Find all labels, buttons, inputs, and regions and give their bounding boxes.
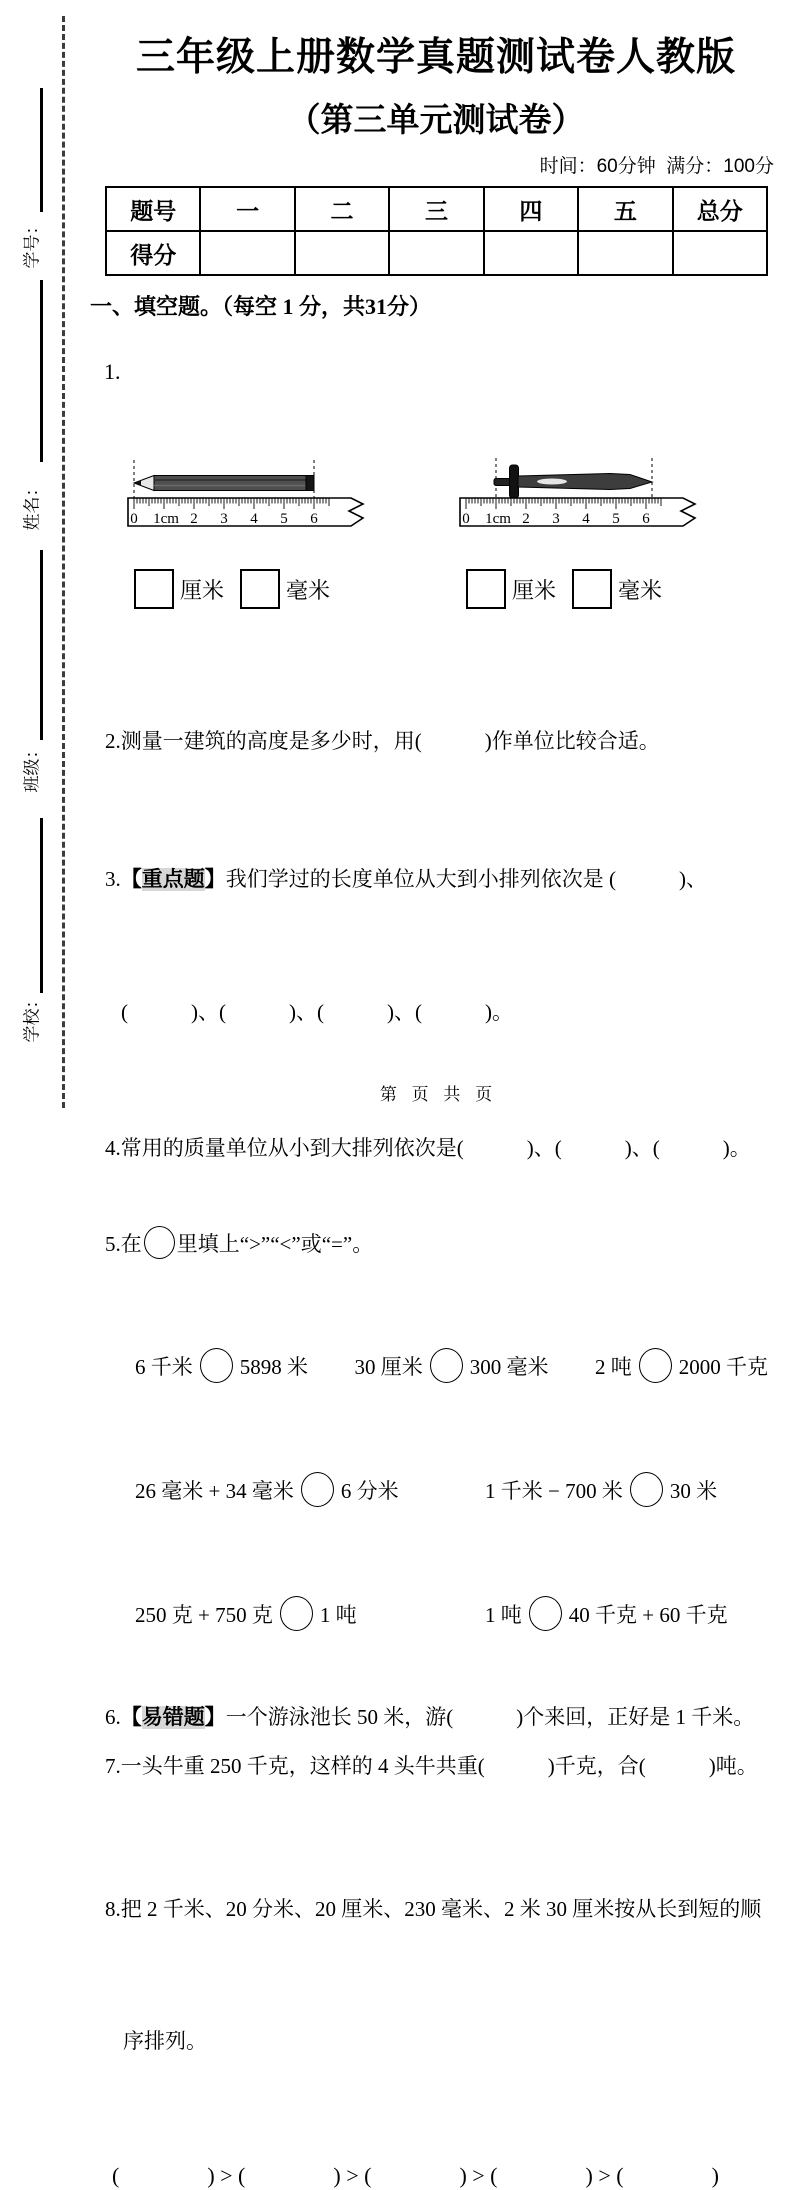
score-table-header-row [106, 187, 767, 231]
question-5 [105, 1176, 782, 1681]
question-6-number: 6. [105, 1705, 121, 1729]
ruler-tick-label: 6 [310, 511, 318, 527]
question-3-text: 我们学过的长度单位从大到小排列依次是 ( )、 [225, 867, 707, 891]
comparison-circle[interactable] [301, 1472, 334, 1507]
comparison-left: 6 千米 [135, 1354, 193, 1379]
score-table-header-cell: 题号 [106, 187, 200, 231]
question-5-lead-post: 里填上“>”“<”或“=”。 [176, 1231, 374, 1256]
comparison-circle[interactable] [630, 1472, 663, 1507]
comparison-row [135, 1596, 782, 1631]
comparison-left: 30 厘米 [354, 1354, 423, 1379]
score-input-cell[interactable] [484, 231, 578, 275]
question-6-text: 一个游泳池长 50 米，游( )个来回，正好是 1 千米。 [225, 1705, 755, 1729]
score-input-cell[interactable] [389, 231, 483, 275]
ruler-icon [460, 498, 695, 527]
write-line[interactable] [40, 88, 43, 212]
comparison-circle[interactable] [529, 1596, 562, 1631]
question-3-line1 [105, 857, 782, 902]
question-1 [90, 329, 782, 709]
pencil-ruler-drawing [120, 454, 420, 534]
ruler-tick-label: 3 [220, 511, 228, 527]
ruler-icon [128, 498, 363, 527]
score-row-label: 得分 [106, 231, 200, 275]
comparison-circle[interactable] [430, 1348, 463, 1383]
unit-label: 厘米 [512, 577, 557, 603]
comparison-item [135, 1596, 485, 1631]
question-1-figures [120, 404, 782, 659]
write-line[interactable] [40, 818, 43, 993]
comparison-circle[interactable] [280, 1596, 313, 1631]
question-5-lead-pre: 5.在 [105, 1231, 142, 1256]
score-table-header-cell: 一 [200, 187, 294, 231]
question-2: 2.测量一建筑的高度是多少时，用( )作单位比较合适。 [105, 729, 660, 753]
score-table-score-row [106, 231, 767, 275]
comparison-left: 1 千米 − 700 米 [485, 1478, 623, 1503]
margin-label-school: 学校： [22, 991, 42, 1043]
comparison-right: 1 吨 [319, 1602, 357, 1627]
time-score-info: 时间：60分钟 满分：100分 [539, 156, 774, 177]
comparison-left: 26 毫米 + 34 毫米 [135, 1478, 294, 1503]
tag-text: 易错题 [141, 1706, 205, 1729]
question-1-number: 1. [104, 359, 121, 384]
question-1-answers [134, 569, 442, 609]
ruler-tick-label: 6 [642, 511, 650, 527]
question-1-answers [466, 569, 774, 609]
question-6 [105, 1701, 782, 1731]
write-line[interactable] [40, 280, 43, 462]
ruler-tick-label: 4 [582, 511, 590, 527]
comparison-right: 300 毫米 [469, 1354, 549, 1379]
page-footer: 第 页 共 页 [379, 1085, 493, 1104]
comparison-circle [144, 1226, 175, 1259]
score-input-cell[interactable] [673, 231, 767, 275]
ruler-tick-label: 5 [612, 511, 620, 527]
tag-bracket-close: 】 [204, 868, 226, 891]
tag-bracket-close: 】 [204, 1706, 226, 1729]
comparison-left: 250 克 + 750 克 [135, 1602, 273, 1627]
tag-text: 重点题 [141, 868, 205, 891]
question-3-line2: ( )、( )、( )、( )。 [121, 1000, 513, 1024]
tag-bracket-open: 【 [120, 868, 142, 891]
comparison-row [135, 1472, 782, 1507]
error-prone-tag [121, 1706, 226, 1729]
margin-label-name: 姓名： [22, 479, 42, 531]
paper-content [90, 0, 782, 2190]
question-7: 7.一头牛重 250 千克，这样的 4 头牛共重( )千克，合( )吨。 [105, 1754, 758, 1778]
margin-label-student-number: 学号： [22, 217, 42, 269]
score-table-header-cell: 四 [484, 187, 578, 231]
answer-box[interactable] [134, 569, 174, 609]
ruler-tick-label: 1cm [153, 511, 179, 527]
pencil-icon [134, 476, 314, 491]
score-input-cell[interactable] [295, 231, 389, 275]
ruler-tick-label: 0 [130, 511, 138, 527]
ruler-tick-label: 5 [280, 511, 288, 527]
question-8-line1: 8.把 2 千米、20 分米、20 厘米、230 毫米、2 米 30 厘米按从长到短的顺 [105, 1897, 762, 1921]
sword-icon [494, 465, 652, 498]
sword-ruler-figure [452, 404, 774, 659]
question-8-line2: 序排列。 [123, 2029, 207, 2053]
ruler-tick-label: 0 [462, 511, 470, 527]
unit-label: 毫米 [618, 577, 663, 603]
answer-box[interactable] [572, 569, 612, 609]
comparison-circle[interactable] [200, 1348, 233, 1383]
comparison-item [135, 1472, 485, 1507]
score-table-header-cell: 五 [578, 187, 672, 231]
question-5-lead [105, 1226, 782, 1259]
comparison-item [355, 1348, 549, 1383]
important-tag [121, 868, 226, 891]
margin-label-class: 班级： [22, 741, 42, 793]
unit-label: 毫米 [286, 577, 331, 603]
comparison-right: 30 米 [669, 1478, 718, 1503]
question-4: 4.常用的质量单位从小到大排列依次是( )、( )、( )。 [105, 1136, 751, 1160]
comparison-item [595, 1348, 768, 1383]
pencil-ruler-figure [120, 404, 442, 659]
question-8 [105, 1799, 782, 2151]
ruler-tick-label: 4 [250, 511, 258, 527]
answer-box[interactable] [466, 569, 506, 609]
question-8-answer-line: ( ) > ( ) > ( ) > ( ) > ( ) [112, 2163, 719, 2188]
ruler-tick-label: 1cm [485, 511, 511, 527]
ruler-tick-label: 3 [552, 511, 560, 527]
page-subtitle: （第三单元测试卷） [287, 101, 585, 138]
page-title: 三年级上册数学真题测试卷人教版 [135, 36, 736, 79]
comparison-right: 2000 千克 [678, 1354, 768, 1379]
comparison-row [135, 1348, 768, 1383]
section-1-heading: 一、填空题。（每空 1 分，共31分） [90, 294, 432, 319]
question-3 [105, 769, 782, 1122]
comparison-left: 2 吨 [595, 1354, 632, 1379]
comparison-item [485, 1472, 717, 1507]
comparison-right: 6 分米 [340, 1478, 399, 1503]
tag-bracket-open: 【 [120, 1706, 142, 1729]
unit-label: 厘米 [180, 577, 225, 603]
comparison-circle[interactable] [639, 1348, 672, 1383]
score-input-cell[interactable] [578, 231, 672, 275]
binding-dashed-line [62, 16, 65, 1108]
comparison-right: 40 千克 + 60 千克 [568, 1602, 728, 1627]
comparison-right: 5898 米 [239, 1354, 308, 1379]
comparison-item [485, 1596, 728, 1631]
score-table-header-cell: 三 [389, 187, 483, 231]
ruler-tick-label: 2 [190, 511, 198, 527]
ruler-tick-label: 2 [522, 511, 530, 527]
score-input-cell[interactable] [200, 231, 294, 275]
comparison-item [135, 1348, 308, 1383]
sword-ruler-drawing [452, 454, 752, 534]
score-table [105, 186, 768, 276]
write-line[interactable] [40, 550, 43, 740]
score-table-header-cell: 二 [295, 187, 389, 231]
comparison-left: 1 吨 [485, 1602, 522, 1627]
score-table-header-cell: 总分 [673, 187, 767, 231]
answer-box[interactable] [240, 569, 280, 609]
question-3-number: 3. [105, 867, 121, 891]
